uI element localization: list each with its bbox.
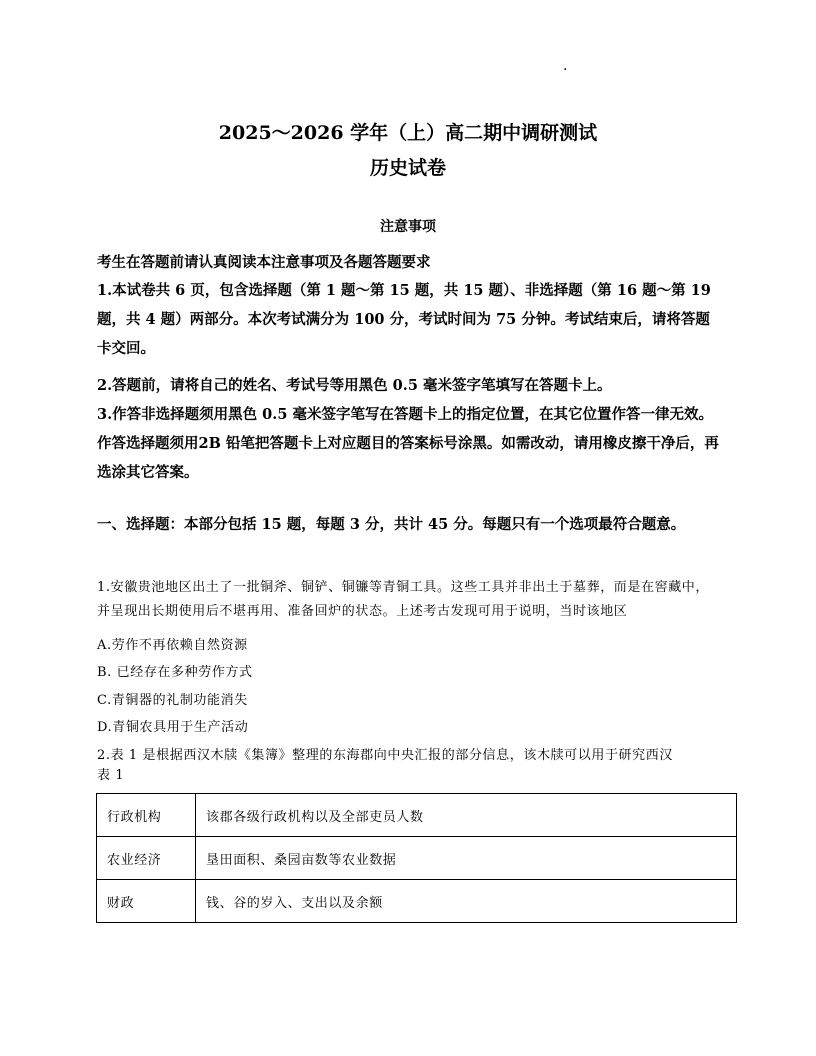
- q1-option-c: C.青铜器的礼制功能消失: [97, 693, 248, 708]
- q2-table-caption: 表 1: [97, 768, 125, 783]
- q1-option-d: D.青铜农具用于生产活动: [97, 720, 249, 735]
- table-row: [97, 794, 737, 837]
- q2-table: [96, 793, 737, 923]
- table-cell-key: 行政机构: [97, 794, 196, 837]
- exam-subject: 历史试卷: [369, 157, 446, 179]
- table-cell-value: 垦田面积、桑园亩数等农业数据: [196, 837, 737, 880]
- table-cell-value: 该郡各级行政机构以及全部吏员人数: [196, 794, 737, 837]
- table-cell-key: 财政: [97, 880, 196, 923]
- notice-heading: 注意事项: [380, 219, 436, 235]
- section1-heading: 一、选择题：本部分包括 15 题，每题 3 分，共计 45 分。每题只有一个选项最符合题意。: [97, 516, 686, 533]
- table-cell-value: 钱、谷的岁入、支出以及余额: [196, 880, 737, 923]
- q1-option-b: B. 已经存在多种劳作方式: [97, 665, 253, 680]
- table-row: [97, 837, 737, 880]
- q1-option-a: A.劳作不再依赖自然资源: [97, 638, 248, 653]
- q1-stem: 1.安徽贵池地区出土了一批铜斧、铜铲、铜镰等青铜工具。这些工具并非出土于墓葬，而是在窖藏中，并呈现出长期使用后不堪再用、准备回炉的状态。上述考古发现可用于说明，当时该地区: [97, 580, 710, 619]
- notice-item-2: 2.答题前，请将自己的姓名、考试号等用黑色 0.5 毫米签字笔填写在答题卡上。: [97, 377, 612, 394]
- notice-item-3: 3.作答非选择题须用黑色 0.5 毫米签字笔写在答题卡上的指定位置，在其它位置作答一律无效。作答选择题须用2B 铅笔把答题卡上对应题目的答案标号涂黑。如需改动，请用橡皮擦干净后，再选涂其它答案。: [97, 406, 719, 481]
- header-dot: .: [563, 58, 568, 74]
- exam-title: 2025～2026 学年（上）高二期中调研测试: [218, 122, 598, 144]
- notice-item-1: 1.本试卷共 6 页，包含选择题（第 1 题～第 15 题，共 15 题）、非选择题（第 16 题～第 19 题，共 4 题）两部分。本次考试满分为 100 分，考试时间为 75 分钟。考试结束后，请将答题卡交回。: [97, 282, 711, 357]
- table-row: [97, 880, 737, 923]
- table-cell-key: 农业经济: [97, 837, 196, 880]
- q2-stem: 2.表 1 是根据西汉木牍《集簿》整理的东海郡向中央汇报的部分信息，该木牍可以用于研究西汉: [97, 748, 673, 763]
- notice-intro: 考生在答题前请认真阅读本注意事项及各题答题要求: [97, 254, 431, 271]
